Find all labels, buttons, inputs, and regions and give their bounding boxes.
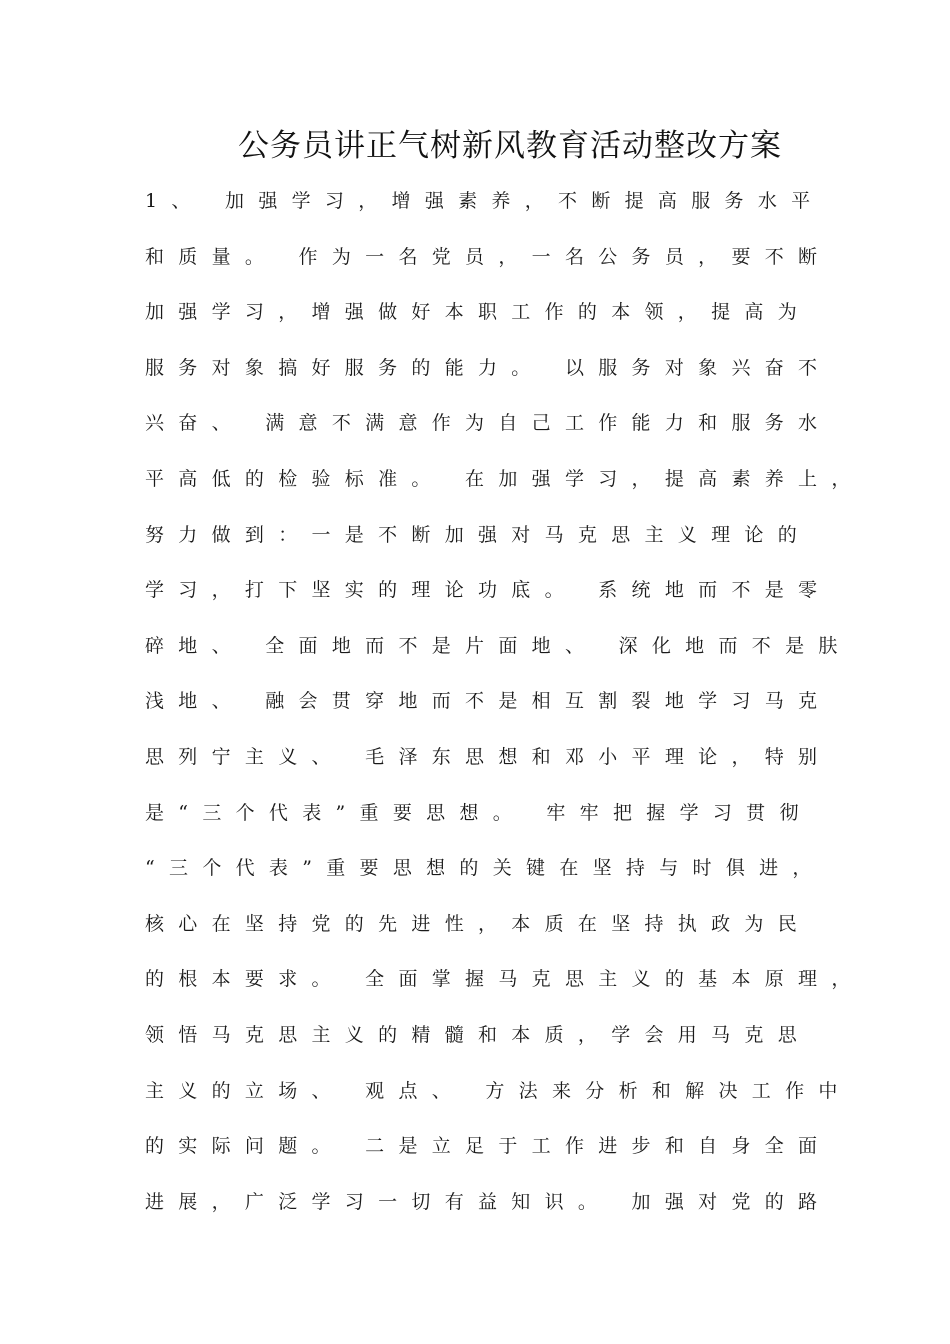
body-line: 领悟马克思主义的精髓和本质，学会用马克思 bbox=[145, 1023, 812, 1046]
body-line: 进展，广泛学习一切有益知识。 加强对党的路 bbox=[145, 1190, 832, 1213]
document-body bbox=[145, 183, 865, 1239]
body-line: 服务对象搞好服务的能力。 以服务对象兴奋不 bbox=[145, 356, 832, 379]
body-line: 碎地、 全面地而不是片面地、 深化地而不是肤 bbox=[145, 634, 852, 657]
body-line: 1、 加强学习，增强素养，不断提高服务水平 bbox=[145, 190, 825, 212]
body-line: “三个代表”重要思想的关键在坚持与时俱进， bbox=[145, 857, 826, 880]
body-line: 思列宁主义、 毛泽东思想和邓小平理论，特别 bbox=[145, 745, 832, 768]
body-line: 核心在坚持党的先进性，本质在坚持执政为民 bbox=[145, 912, 812, 935]
body-line: 是“三个代表”重要思想。 牢牢把握学习贯彻 bbox=[145, 801, 813, 824]
body-line: 和质量。 作为一名党员，一名公务员，要不断 bbox=[145, 245, 832, 268]
body-line: 兴奋、 满意不满意作为自己工作能力和服务水 bbox=[145, 412, 832, 435]
body-line: 主义的立场、 观点、 方法来分析和解决工作中 bbox=[145, 1079, 852, 1102]
body-line: 的实际问题。 二是立足于工作进步和自身全面 bbox=[145, 1135, 832, 1158]
body-line: 平高低的检验标准。 在加强学习，提高素养上， bbox=[145, 467, 865, 490]
body-line: 的根本要求。 全面掌握马克思主义的基本原理， bbox=[145, 968, 865, 991]
document-title: 公务员讲正气树新风教育活动整改方案 bbox=[238, 128, 782, 164]
body-line: 努力做到：一是不断加强对马克思主义理论的 bbox=[145, 523, 812, 546]
body-line: 加强学习，增强做好本职工作的本领，提高为 bbox=[145, 301, 812, 324]
body-line: 浅地、 融会贯穿地而不是相互割裂地学习马克 bbox=[145, 690, 832, 713]
body-line: 学习，打下坚实的理论功底。 系统地而不是零 bbox=[145, 579, 832, 602]
